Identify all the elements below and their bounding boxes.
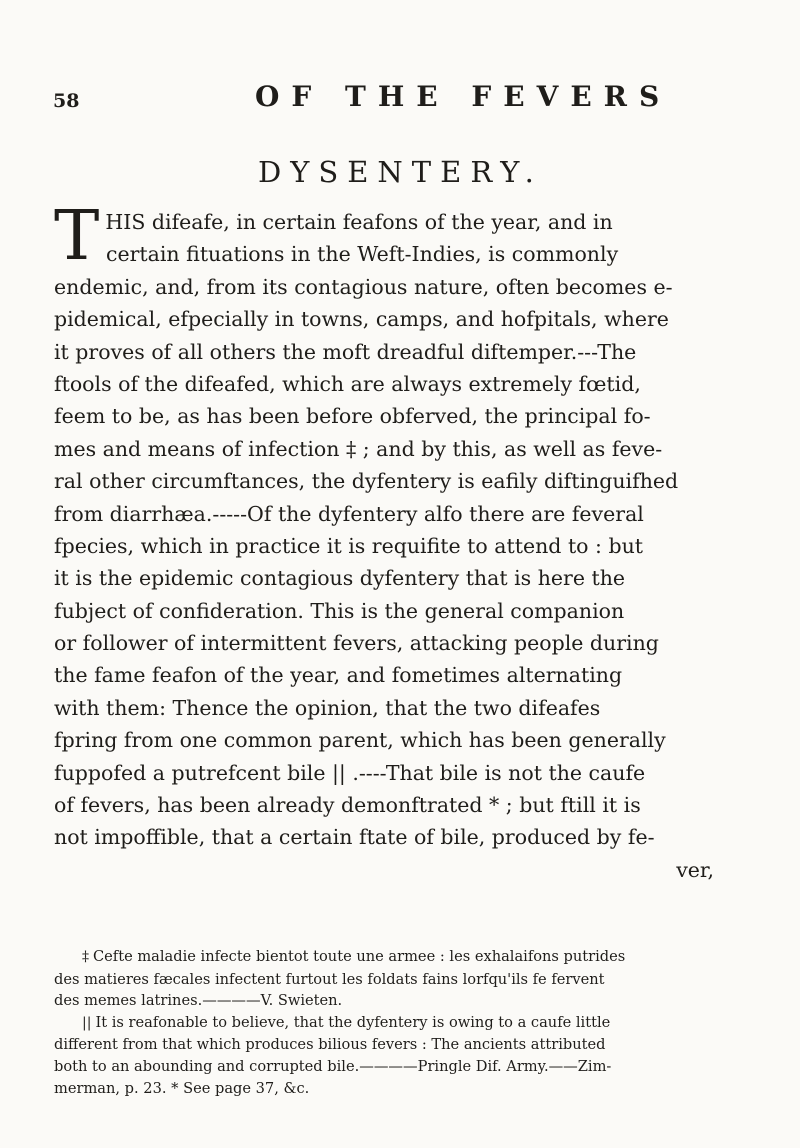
body-line: pidemical, efpecially in towns, camps, and hofpitals, where (54, 307, 669, 332)
body-line: with them: Thence the opinion, that the two difeafes (54, 695, 601, 720)
body-text (54, 197, 714, 886)
footnote-line: different from that which produces bilious fevers : The ancients attributed (54, 1036, 606, 1054)
body-line: fpecies, which in practice it is requifite to attend to : but (54, 533, 644, 558)
footnote-marker: ‡ (82, 949, 89, 965)
body-line: not impoffible, that a certain ftate of bile, produced by fe- (54, 825, 655, 850)
body-line: the fame feafon of the year, and fometimes alternating (54, 663, 623, 688)
catchword: ver, (676, 857, 714, 882)
body-line: mes and means of infection ‡ ; and by this, as well as feve- (54, 436, 663, 461)
body-line: it proves of all others the moft dreadful diftemper.---The (54, 339, 637, 364)
body-line: feem to be, as has been before obferved, the principal fo- (54, 404, 651, 429)
body-line: from diarrhæa.-----Of the dyfentery alfo there are feveral (54, 501, 644, 526)
body-line: ftools of the difeafed, which are always extremely fœtid, (54, 371, 641, 396)
body-line: certain fituations in the Weft-Indies, is commonly (106, 242, 619, 267)
running-head: OF THE FEVERS (255, 80, 672, 113)
section-title: DYSENTERY. (258, 155, 543, 189)
footnote-marker: || (82, 1014, 92, 1031)
body-line-text: HIS difeafe, in certain feafons of the year, and in (105, 210, 613, 234)
footnotes (54, 946, 714, 1099)
footnote-line: || It is reafonable to believe, that the dyfentery is owing to a caufe little (82, 1013, 611, 1031)
body-line: ral other circumftances, the dyfentery is eafily diftinguifhed (54, 469, 679, 494)
body-line: of fevers, has been already demonftrated * ; but ftill it is (54, 793, 641, 818)
body-line: fubject of confideration. This is the general companion (54, 598, 625, 623)
body-line: it is the epidemic contagious dyfentery that is here the (54, 566, 626, 591)
drop-cap: T (54, 197, 100, 276)
footnote-line: merman, p. 23. * See page 37, &c. (54, 1079, 310, 1097)
footnote-line: des memes latrines.————V. Swieten. (54, 992, 343, 1010)
footnote-line: ‡ Cefte maladie infecte bientot toute une armee : les exhalaifons putrides (82, 948, 626, 965)
footnote-line: both to an abounding and corrupted bile.————Pringle Dif. Army.——Zim- (54, 1057, 612, 1075)
body-line: or follower of intermittent fevers, attacking people during (54, 631, 659, 656)
page-number: 58 (53, 90, 80, 112)
body-line: fuppofed a putrefcent bile || .----That bile is not the caufe (54, 760, 646, 785)
body-line: endemic, and, from its contagious nature, often becomes e- (54, 274, 673, 299)
body-line: fpring from one common parent, which has been generally (54, 728, 666, 753)
footnote-line: des matieres fæcales infectent furtout les foldats fains lorfqu'ils fe fervent (54, 970, 605, 988)
